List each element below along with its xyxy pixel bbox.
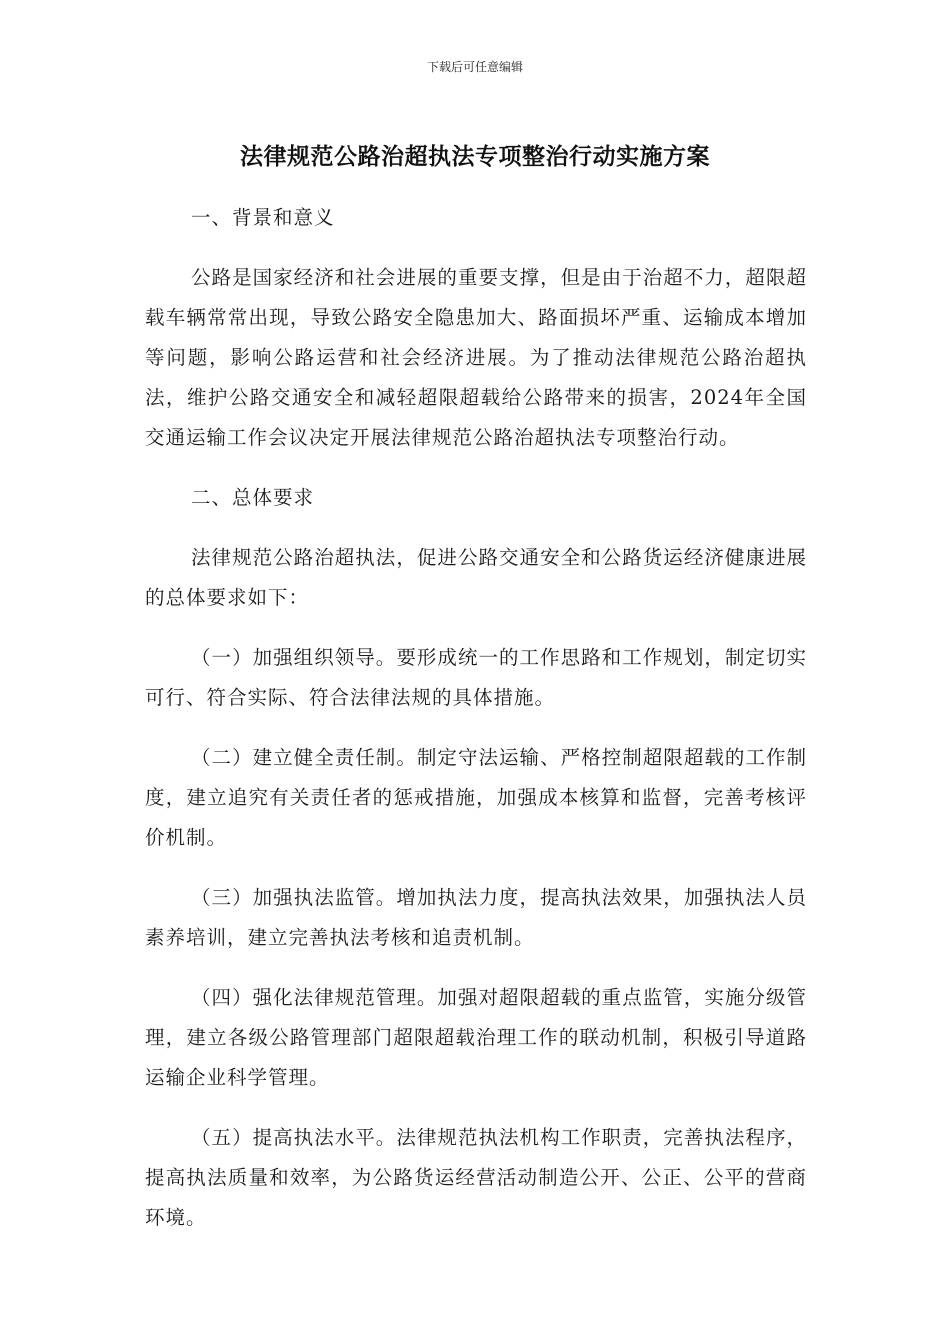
section-heading-requirements: 二、总体要求 (191, 486, 315, 509)
paragraph-requirement-2: （二）建立健全责任制。制定守法运输、严格控制超限超载的工作制度，建立追究有关责任者的惩戒措施，加强成本核算和监督，完善考核评价机制。 (145, 746, 807, 849)
paragraph-requirement-3: （三）加强执法监管。增加执法力度，提高执法效果，加强执法人员素养培训，建立完善执法考核和追责机制。 (145, 886, 807, 949)
header-note: 下载后可任意编辑 (426, 60, 523, 74)
paragraph-requirement-4: （四）强化法律规范管理。加强对超限超载的重点监管，实施分级管理，建立各级公路管理部门超限超载治理工作的联动机制，积极引导道路运输企业科学管理。 (145, 986, 807, 1089)
document-title: 法律规范公路治超执法专项整治行动实施方案 (240, 144, 710, 170)
document-body (145, 198, 807, 1258)
paragraph-requirement-5: （五）提高执法水平。法律规范执法机构工作职责，完善执法程序，提高执法质量和效率，为公路货运经营活动制造公开、公正、公平的营商环境。 (145, 1126, 807, 1229)
paragraph-background: 公路是国家经济和社会进展的重要支撑，但是由于治超不力，超限超载车辆常常出现，导致公路安全隐患加大、路面损坏严重、运输成本增加等问题，影响公路运营和社会经济进展。为了推动法律规范公路治超执法，维护公路交通安全和减轻超限超载给公路带来的损害，2024年全国交通运输工作会议决定开展法律规范公路治超执法专项整治行动。 (145, 266, 807, 449)
section-heading-background: 一、背景和意义 (191, 206, 335, 229)
paragraph-requirements-intro: 法律规范公路治超执法，促进公路交通安全和公路货运经济健康进展的总体要求如下： (145, 546, 807, 609)
paragraph-requirement-1: （一）加强组织领导。要形成统一的工作思路和工作规划，制定切实可行、符合实际、符合法律法规的具体措施。 (145, 646, 807, 709)
